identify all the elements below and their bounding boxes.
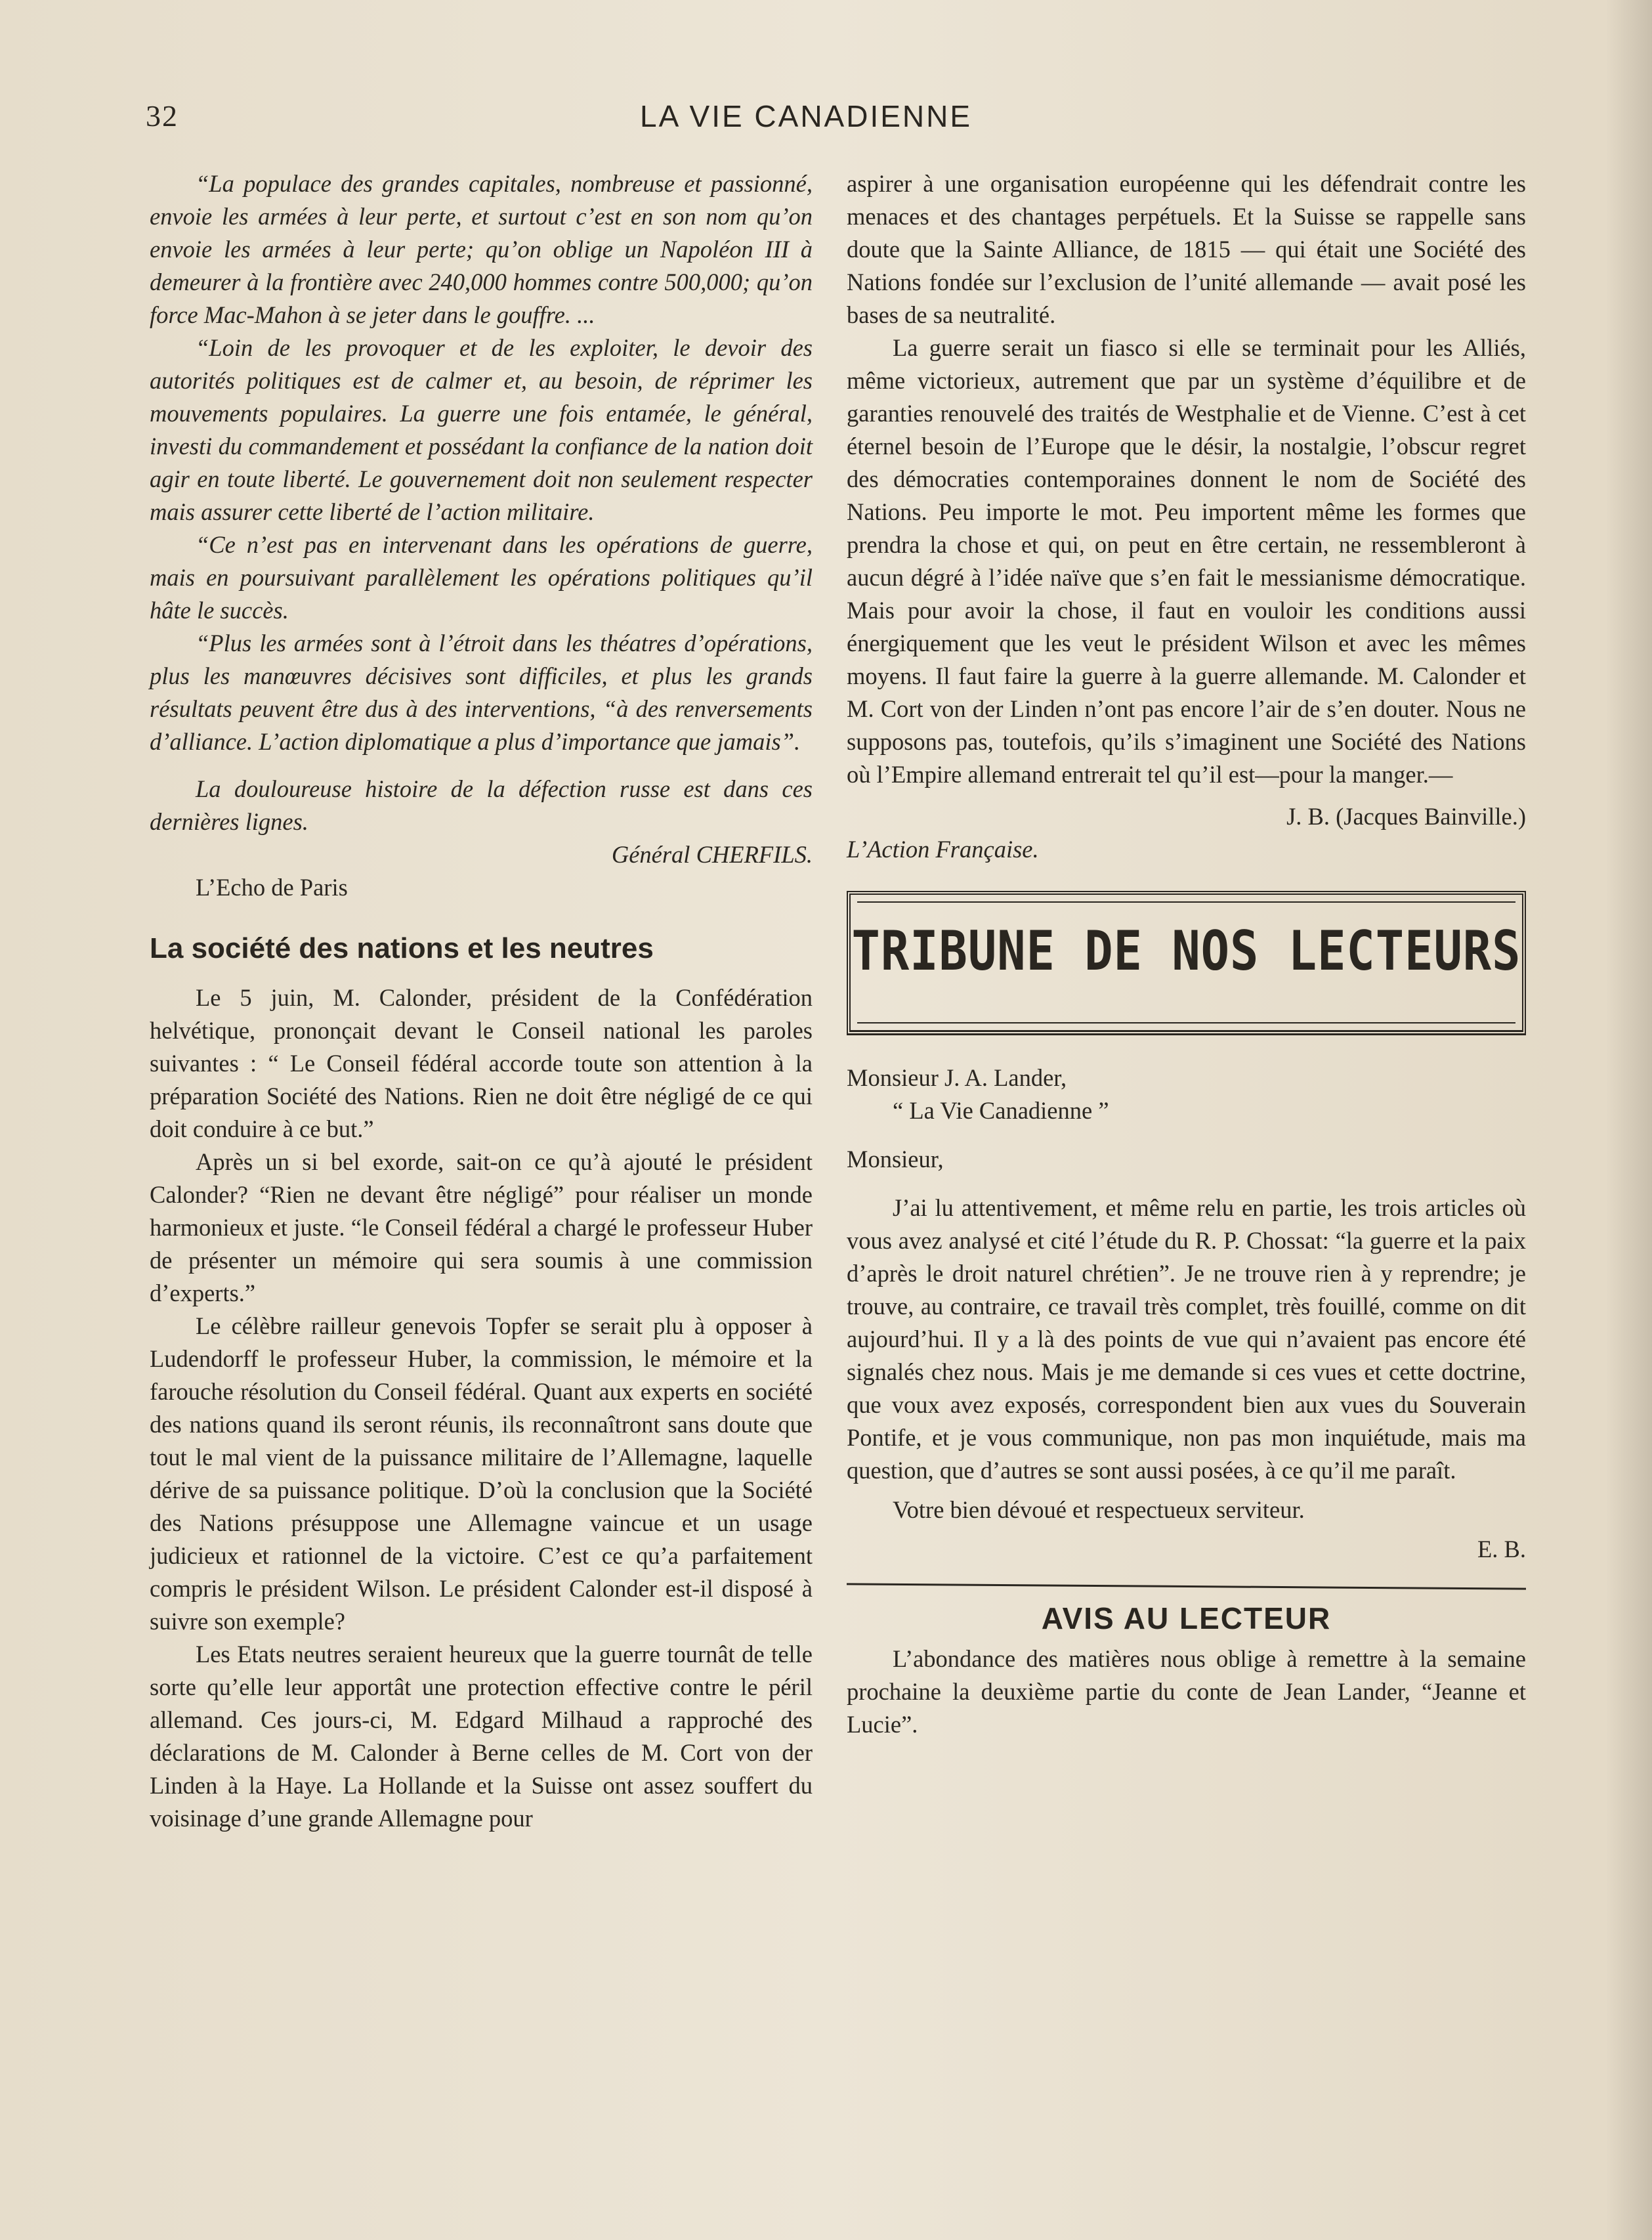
page-number: 32 [146,99,179,133]
right-column [847,167,1526,1741]
letter-signature: E. B. [1477,1536,1526,1562]
article-paragraph: Le 5 juin, M. Calonder, président de la Confédération helvétique, prononçait devant le Conseil national les paroles suivantes : “ Le Conseil fédéral accorde toute son attention à la préparation Société des Nations. Rien ne doit être négligé de ce qui doit conduire à ce but.” [150,984,813,1142]
running-title: LA VIE CANADIENNE [640,99,973,133]
divider-rule [847,1583,1526,1589]
avis-heading: AVIS AU LECTEUR [1041,1601,1332,1635]
quote-paragraph: “Plus les armées sont à l’étroit dans les théatres d’opérations, plus les manœuvres décisives sont difficiles, et plus les grands résultats peuvent être dus à des interventions, “à des renversements d’alliance. L’action diplomatique a plus d’importance que jamais”. [150,630,813,755]
quote-paragraph: “Loin de les provoquer et de les exploiter, le devoir des autorités politiques est de calmer et, au besoin, de réprimer les mouvements populaires. La guerre une fois entamée, le général, investi du commandement et possédant la confiance de la nation doit agir en toute liberté. Le gouvernement doit non seulement respecter mais assurer cette liberté de l’action militaire. [150,334,813,525]
article-paragraph: Après un si bel exorde, sait-on ce qu’à ajouté le président Calonder? “Rien ne devant être négligé” pour réaliser un monde harmonieux et juste. “le Conseil fédéral a chargé le professeur Huber de présenter un mémoire qui sera soumis à une commission d’experts.” [150,1148,813,1306]
letter-salutation: Monsieur, [847,1146,944,1173]
left-column [150,167,813,1835]
article-paragraph: Le célèbre railleur genevois Topfer se serait plu à opposer à Ludendorff le professeur Huber, la commission, le mémoire et la farouche résolution du Conseil fédéral. Quant aux experts en société des nations quand ils seront réunis, ils reconnaîtront sans doute que tout le mal vient de la puissance militaire de l’Allemagne, laquelle dérive de sa puissance politique. D’où la conclusion que la Société des Nations présuppose une Allemagne vaincue et un usage judicieux et rationnel de la victoire. C’est ce qu’a parfaitement compris le président Wilson. Le président Calonder est-il disposé à suivre son exemple? [150,1312,813,1635]
article-paragraph: La guerre serait un fiasco si elle se terminait pour les Alliés, même victorieux, autrement que par un système d’équilibre et de garanties renouvelé des traités de Westphalie et de Vienne. C’est à cet éternel besoin de l’Europe que le désir, la nostalgie, l’obscur regret des démocraties contemporaines donnent le nom de Société des Nations. Peu importe le mot. Peu importent même les formes que prendra la chose et qui, on peut en être certain, ne ressembleront à aucun dégré à l’idée naïve que s’en fait le messianisme démocratique. Mais pour avoir la chose, il faut en vouloir les conditions aussi énergiquement que les veut le président Wilson et avec les mêmes moyens. Il faut faire la guerre à la guerre allemande. M. Calonder et M. Cort von der Linden n’ont pas encore l’air de s’en douter. Nous ne supposons pas, toutefois, qu’ils s’imaginent une Société des Nations où l’Empire allemand entrerait tel qu’il est—pour la manger.— [847,334,1526,788]
quote-paragraph: “La populace des grandes capitales, nombreuse et passionné, envoie les armées à leur perte, et surtout c’est en son nom qu’on envoie les armées à leur perte; qu’on oblige un Napoléon III à demeurer à la frontière avec 240,000 hommes contre 500,000; qu’on force Mac-Mahon à se jeter dans le gouffre. ... [150,170,813,328]
letter-body: J’ai lu attentivement, et même relu en partie, les trois articles où vous avez analysé et cité l’étude du R. P. Chossat: “la guerre et la paix d’après le droit naturel chrétien”. Je ne trouve rien à y reprendre; je trouve, au contraire, ce travail très complet, très fouillé, comme on dit aujourd’hui. Il y a là des points de vue qui n’avaient pas encore été signalés chez nous. Mais je me demande si ces vues et cette doctrine, que voux avez exposés, correspondent bien aux vues du Souverain Pontife, et je vous communique, non pas mon inquiétude, mais ma question, que d’autres se sont aussi posées, à ce qu’il me paraît. [847,1194,1526,1484]
closing-note: La douloureuse histoire de la défection russe est dans ces dernières lignes. [150,775,813,835]
tribune-banner [847,891,1526,1035]
tribune-title: TRIBUNE DE NOS LECTEURS [851,918,1521,983]
letter-closing: Votre bien dévoué et respectueux serviteur. [893,1496,1305,1523]
letter-addressee-publication: “ La Vie Canadienne ” [893,1097,1109,1124]
letter-addressee [847,1062,1526,1094]
addressee-line: Monsieur J. A. Lander, [847,1064,1067,1091]
article-paragraph: Les Etats neutres seraient heureux que la guerre tournât de telle sorte qu’elle leur apportât une protection effective contre le péril allemand. Ces jours-ci, M. Edgard Milhaud a rapproché des déclarations de M. Calonder à Berne celles de M. Cort von der Linden à la Haye. La Hollande et la Suisse ont assez souffert du voisinage d’une grande Allemagne pour [150,1641,813,1832]
quote-paragraph: “Ce n’est pas en intervenant dans les opérations de guerre, mais en poursuivant parallèlement les opérations politiques qu’il hâte le succès. [150,531,813,624]
page-header [0,98,1652,144]
article-paragraph: aspirer à une organisation européenne qui les défendrait contre les menaces et des chantages perpétuels. Et la Suisse se rappelle sans doute que la Sainte Alliance, de 1815 — qui était une Société des Nations fondée sur l’exclusion de l’unité allemande — avait posé les bases de sa neutralité. [847,170,1526,328]
page-edge-shadow [1606,0,1652,2240]
source-echo-de-paris: L’Echo de Paris [196,874,348,901]
signature-cherfils: Général CHERFILS. [611,841,813,868]
section-heading: La société des nations et les neutres [150,932,654,964]
source-action-francaise: L’Action Française. [847,836,1039,863]
avis-text: L’abondance des matières nous oblige à remettre à la semaine prochaine la deuxième partie du conte de Jean Lander, “Jeanne et Lucie”. [847,1645,1526,1738]
signature-bainville: J. B. (Jacques Bainville.) [1286,803,1526,830]
